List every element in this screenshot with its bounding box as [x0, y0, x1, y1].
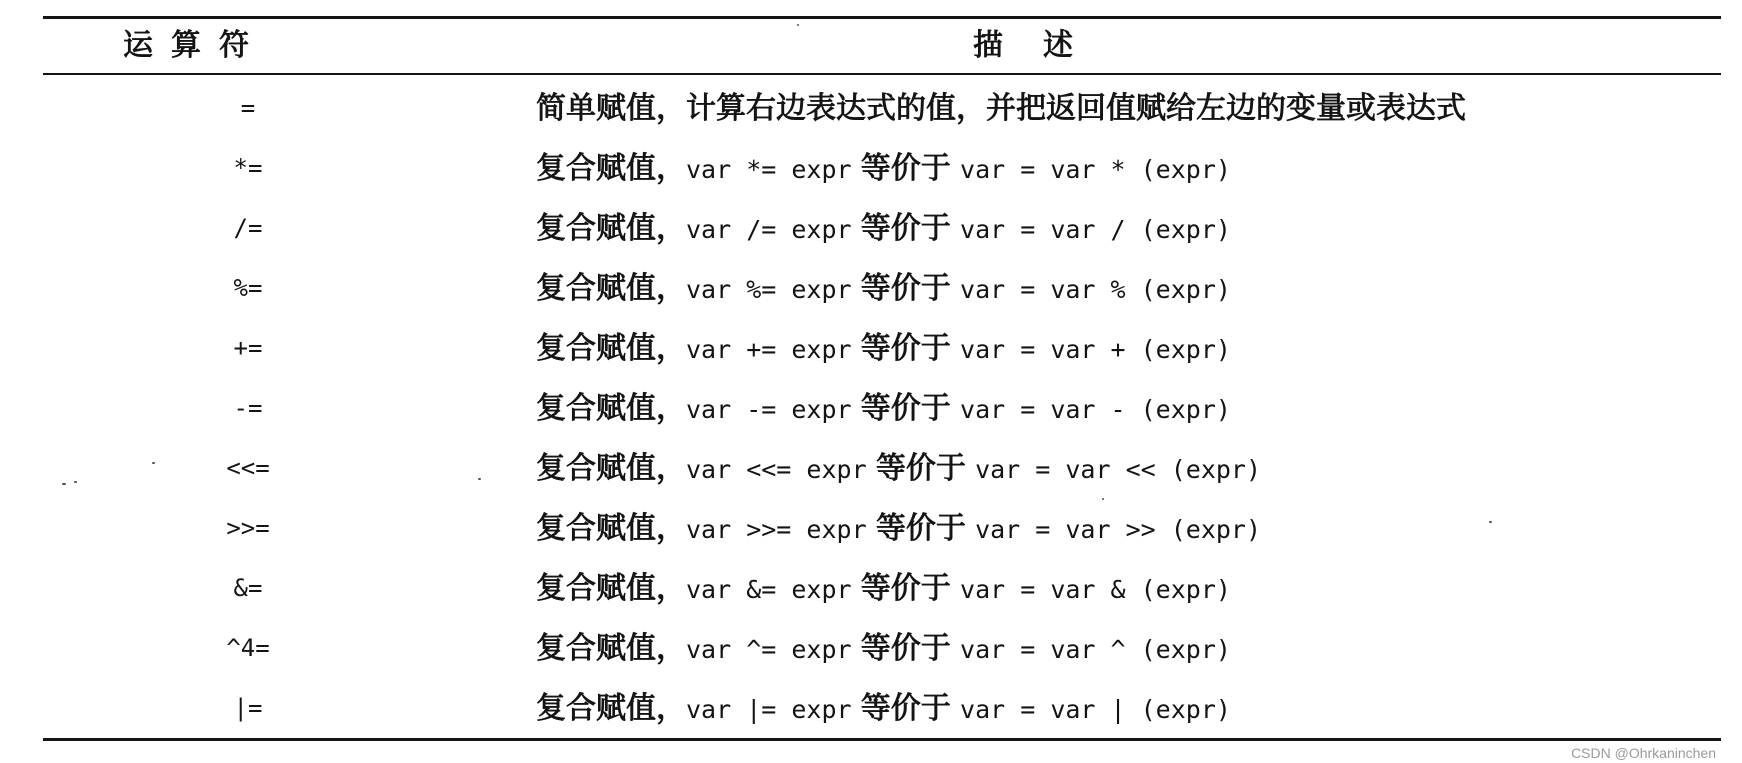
description-prefix: 复合赋值， — [536, 331, 686, 366]
scan-speck — [62, 483, 66, 485]
table-row — [43, 618, 1721, 678]
description-mid: 等价于 — [860, 571, 951, 606]
operator-cell: %= — [233, 274, 263, 302]
table-row — [43, 138, 1721, 198]
description-cell — [536, 78, 1706, 138]
description-lhs: var *= expr — [686, 155, 852, 184]
operator-cell: &= — [233, 574, 263, 602]
header-operator: 运算符 — [123, 28, 267, 63]
operator-cell: = — [240, 94, 256, 122]
description-prefix: 复合赋值， — [536, 391, 686, 426]
description-lhs: var += expr — [686, 335, 852, 364]
description-rhs: var = var & (expr) — [960, 575, 1231, 604]
description-prefix: 复合赋值， — [536, 691, 686, 726]
description-mid: 等价于 — [860, 391, 951, 426]
operator-cell: ^4= — [226, 634, 270, 662]
table-row — [43, 258, 1721, 318]
table-row — [43, 498, 1721, 558]
description-rhs: var = var ^ (expr) — [960, 635, 1231, 664]
description-mid: 等价于 — [860, 151, 951, 186]
operator-cell: /= — [233, 214, 263, 242]
description-mid: 等价于 — [875, 511, 966, 546]
description-mid: 等价于 — [860, 271, 951, 306]
operator-cell: >>= — [226, 514, 270, 542]
description-cell — [536, 258, 1706, 318]
operator-cell: |= — [233, 694, 263, 722]
description-rhs: var = var << (expr) — [975, 455, 1262, 484]
table-header-row — [43, 19, 1721, 73]
description-prefix: 复合赋值， — [536, 511, 686, 546]
description-lhs: var /= expr — [686, 215, 852, 244]
description-lhs: var -= expr — [686, 395, 852, 424]
header-description: 描述 — [973, 28, 1113, 63]
table-body — [43, 78, 1721, 736]
description-lhs: var >>= expr — [686, 515, 867, 544]
watermark: CSDN @Ohrkaninchen — [1571, 745, 1716, 761]
description-cell — [536, 618, 1706, 678]
table-row — [43, 318, 1721, 378]
description-cell — [536, 198, 1706, 258]
description-rhs: var = var | (expr) — [960, 695, 1231, 724]
operator-cell: -= — [233, 394, 263, 422]
scan-speck — [1489, 521, 1492, 523]
table-row — [43, 378, 1721, 438]
scan-speck — [152, 462, 155, 464]
description-lhs: var |= expr — [686, 695, 852, 724]
description-cell — [536, 318, 1706, 378]
description-prefix: 复合赋值， — [536, 451, 686, 486]
description-rhs: var = var * (expr) — [960, 155, 1231, 184]
scan-speck — [1102, 498, 1104, 500]
description-mid: 等价于 — [860, 331, 951, 366]
scan-speck — [74, 481, 77, 483]
description-text: 简单赋值，计算右边表达式的值，并把返回值赋给左边的变量或表达式 — [536, 91, 1466, 126]
table-row — [43, 558, 1721, 618]
description-mid: 等价于 — [860, 691, 951, 726]
description-prefix: 复合赋值， — [536, 631, 686, 666]
description-rhs: var = var >> (expr) — [975, 515, 1262, 544]
description-lhs: var ^= expr — [686, 635, 852, 664]
description-cell — [536, 378, 1706, 438]
description-cell — [536, 498, 1706, 558]
description-rhs: var = var / (expr) — [960, 215, 1231, 244]
description-mid: 等价于 — [875, 451, 966, 486]
description-prefix: 复合赋值， — [536, 151, 686, 186]
description-cell — [536, 558, 1706, 618]
table-bottom-rule — [43, 738, 1721, 741]
description-prefix: 复合赋值， — [536, 271, 686, 306]
description-mid: 等价于 — [860, 211, 951, 246]
table-header-rule — [43, 73, 1721, 75]
operator-cell: *= — [233, 154, 263, 182]
operator-cell: <<= — [226, 454, 270, 482]
description-cell — [536, 138, 1706, 198]
description-cell — [536, 678, 1706, 738]
description-lhs: var <<= expr — [686, 455, 867, 484]
table-row — [43, 198, 1721, 258]
description-mid: 等价于 — [860, 631, 951, 666]
scan-speck — [797, 24, 799, 26]
description-lhs: var &= expr — [686, 575, 852, 604]
description-rhs: var = var + (expr) — [960, 335, 1231, 364]
scan-speck — [478, 478, 481, 480]
description-prefix: 复合赋值， — [536, 571, 686, 606]
operator-cell: += — [233, 334, 263, 362]
description-rhs: var = var % (expr) — [960, 275, 1231, 304]
table-row — [43, 678, 1721, 738]
description-prefix: 复合赋值， — [536, 211, 686, 246]
description-rhs: var = var - (expr) — [960, 395, 1231, 424]
description-cell — [536, 438, 1706, 498]
table-row — [43, 438, 1721, 498]
table-row — [43, 78, 1721, 138]
description-lhs: var %= expr — [686, 275, 852, 304]
